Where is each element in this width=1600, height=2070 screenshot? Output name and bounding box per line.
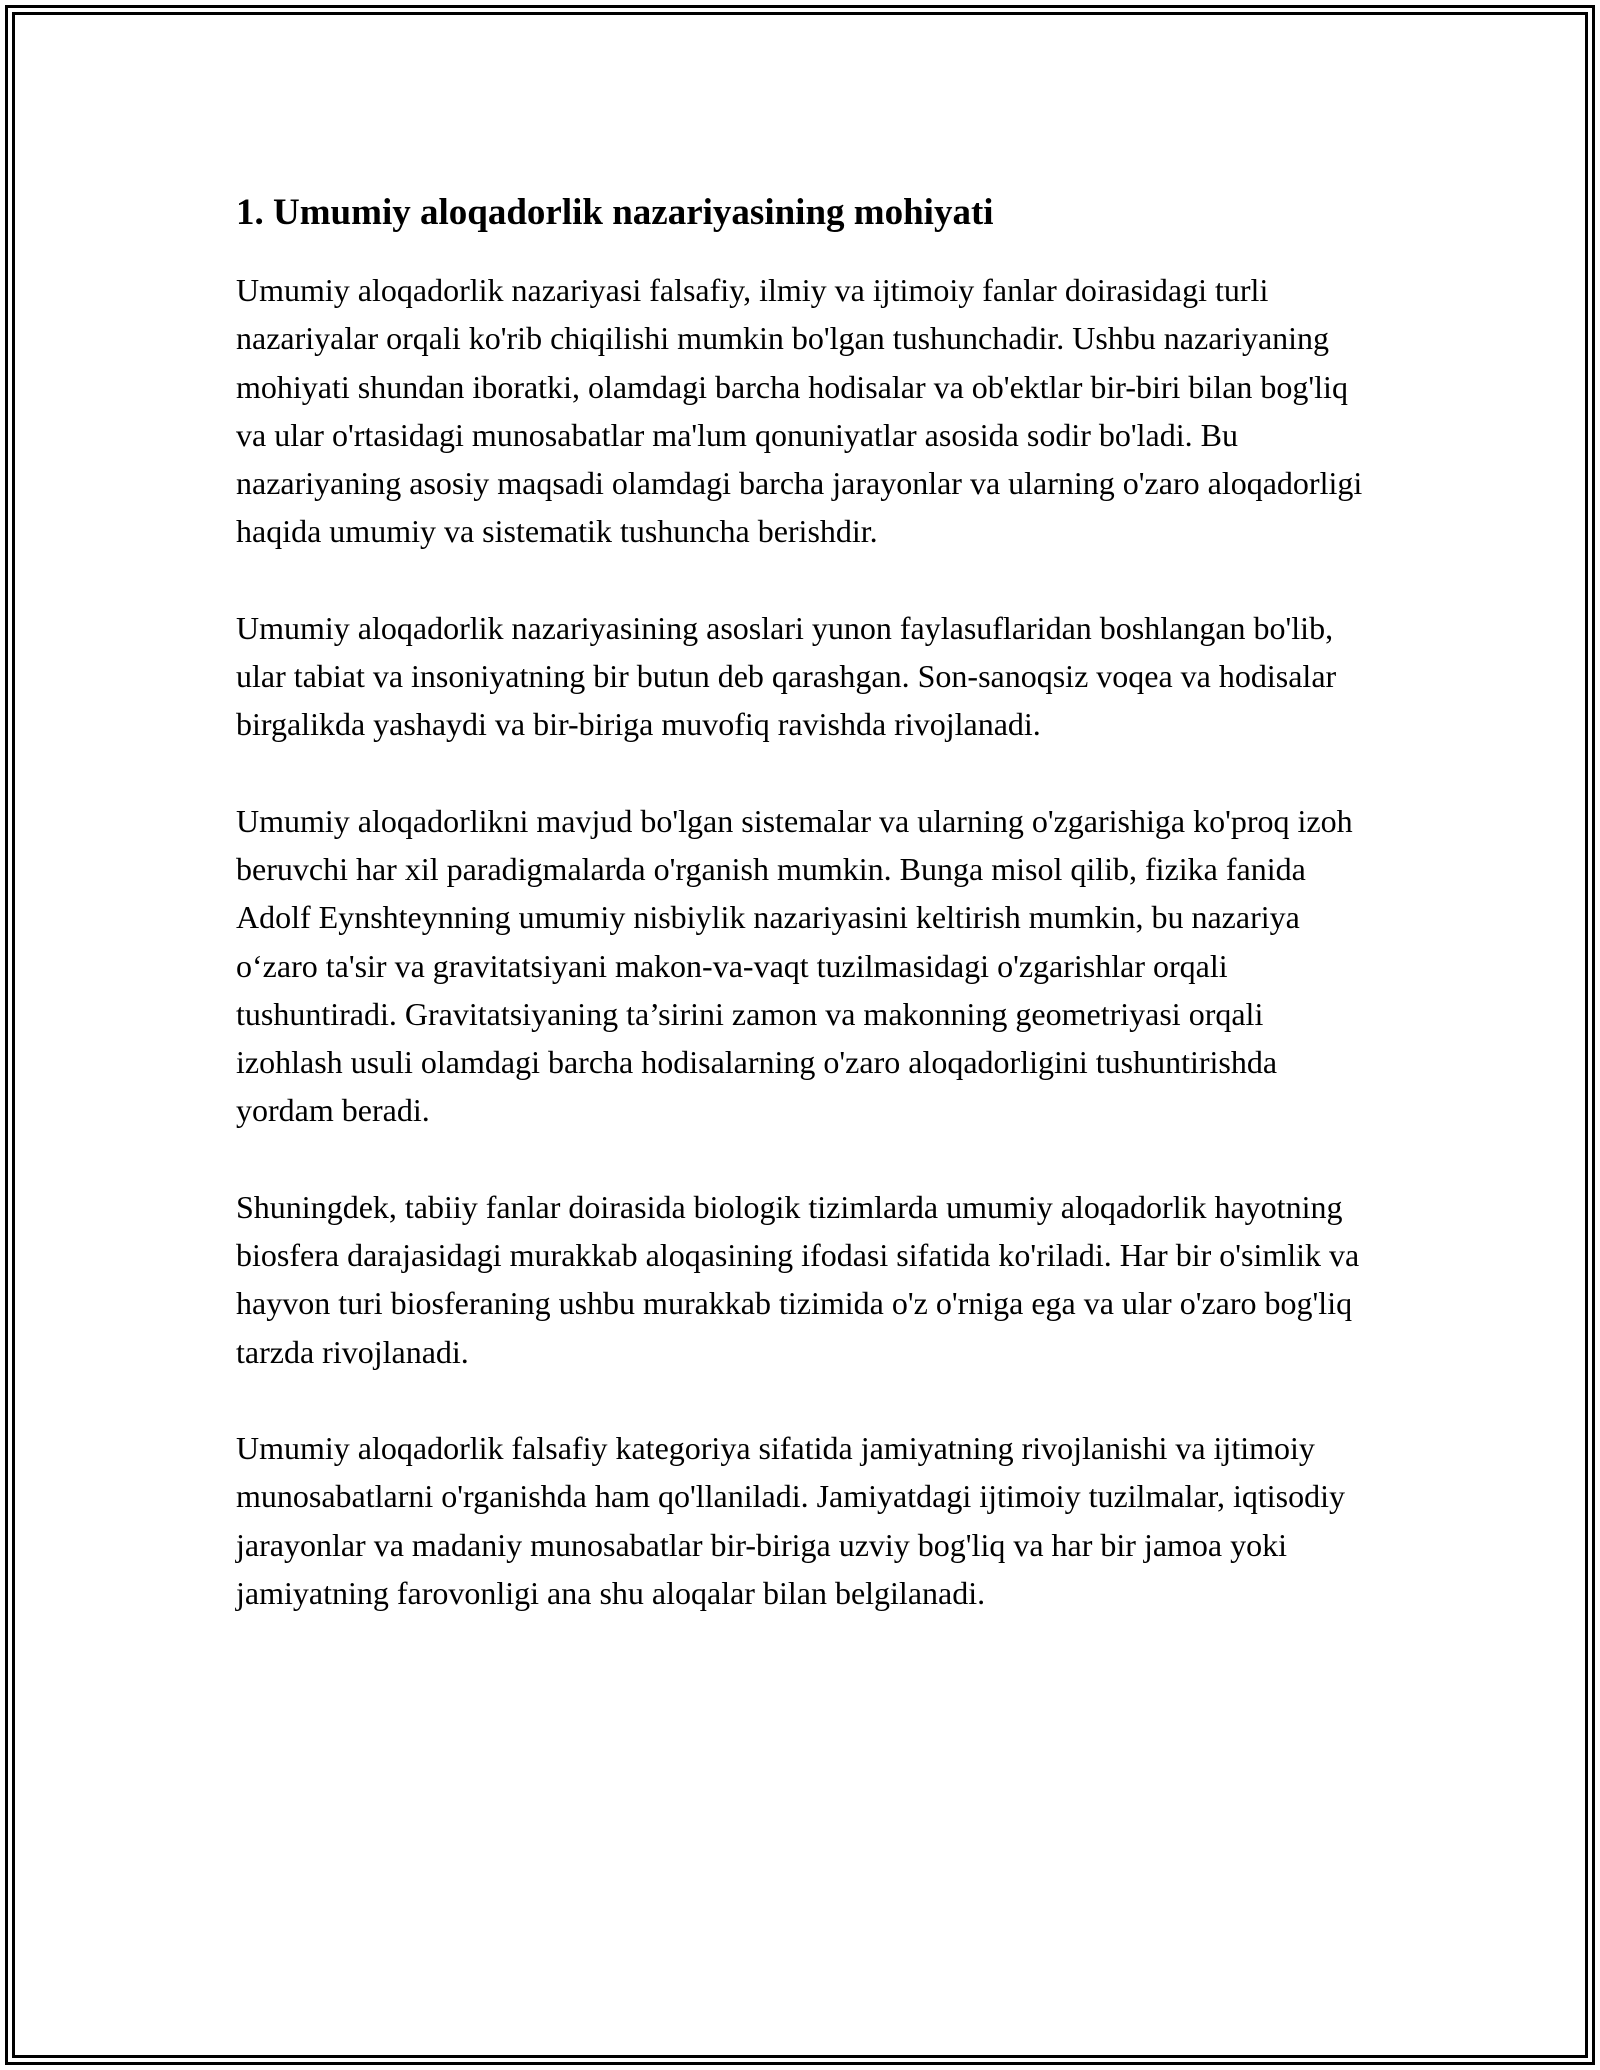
paragraph-4: Shuningdek, tabiiy fanlar doirasida biologik tizimlarda umumiy aloqadorlik hayotning biosfera darajasidagi murakkab aloqasining ifodasi sifatida ko'riladi. Har bir o'simlik va hayvon turi biosferaning ushbu murakkab tizimida o'z o'rniga ega va ular o'zaro bog'liq tarzda rivojlanadi. bbox=[236, 1188, 1360, 1370]
paragraph-5: Umumiy aloqadorlik falsafiy kategoriya sifatida jamiyatning rivojlanishi va ijtimoiy munosabatlarni o'rganishda ham qo'llaniladi. Jamiyatdagi ijtimoiy tuzilmalar, iqtisodiy jarayonlar va madaniy munosabatlar bir-biriga uzviy bog'liq va har bir jamoa yoki jamiyatning farovonligi ana shu aloqalar bilan belgilanadi. bbox=[236, 1429, 1346, 1611]
paragraph-3: Umumiy aloqadorlikni mavjud bo'lgan sistemalar va ularning o'zgarishiga ko'proq izoh beruvchi har xil paradigmalarda o'rganish mumkin. Bunga misol qilib, fizika fanida Adolf Eynshteynning umumiy nisbiylik nazariyasini keltirish mumkin, bu nazariya o‘zaro ta'sir va gravitatsiyani makon-va-vaqt tuzilmasidagi o'zgarishlar orqali tushuntiradi. Gravitatsiyaning ta’sirini zamon va makonning geometriyasi orqali izohlash usuli olamdagi barcha hodisalarning o'zaro aloqadorligini tushuntirishda yordam beradi. bbox=[236, 802, 1353, 1129]
paragraph-2: Umumiy aloqadorlik nazariyasining asoslari yunon faylasuflaridan boshlangan bo'lib, ular tabiat va insoniyatning bir butun deb qarashgan. Son-sanoqsiz voqea va hodisalar birgalikda yashaydi va bir-biriga muvofiq ravishda rivojlanadi. bbox=[236, 609, 1337, 743]
paragraph-1: Umumiy aloqadorlik nazariyasi falsafiy, ilmiy va ijtimoiy fanlar doirasidagi turli nazariyalar orqali ko'rib chiqilishi mumkin bo'lgan tushunchadir. Ushbu nazariyaning mohiyati shundan iboratki, olamdagi barcha hodisalar va ob'ektlar bir-biri bilan bog'liq va ular o'rtasidagi munosabatlar ma'lum qonuniyatlar asosida sodir bo'ladi. Bu nazariyaning asosiy maqsadi olamdagi barcha jarayonlar va ularning o'zaro aloqadorligi haqida umumiy va sistematik tushuncha berishdir. bbox=[236, 272, 1363, 550]
document-body bbox=[236, 184, 1376, 1665]
section-heading: 1. Umumiy aloqadorlik nazariyasining mohiyati bbox=[236, 192, 994, 233]
